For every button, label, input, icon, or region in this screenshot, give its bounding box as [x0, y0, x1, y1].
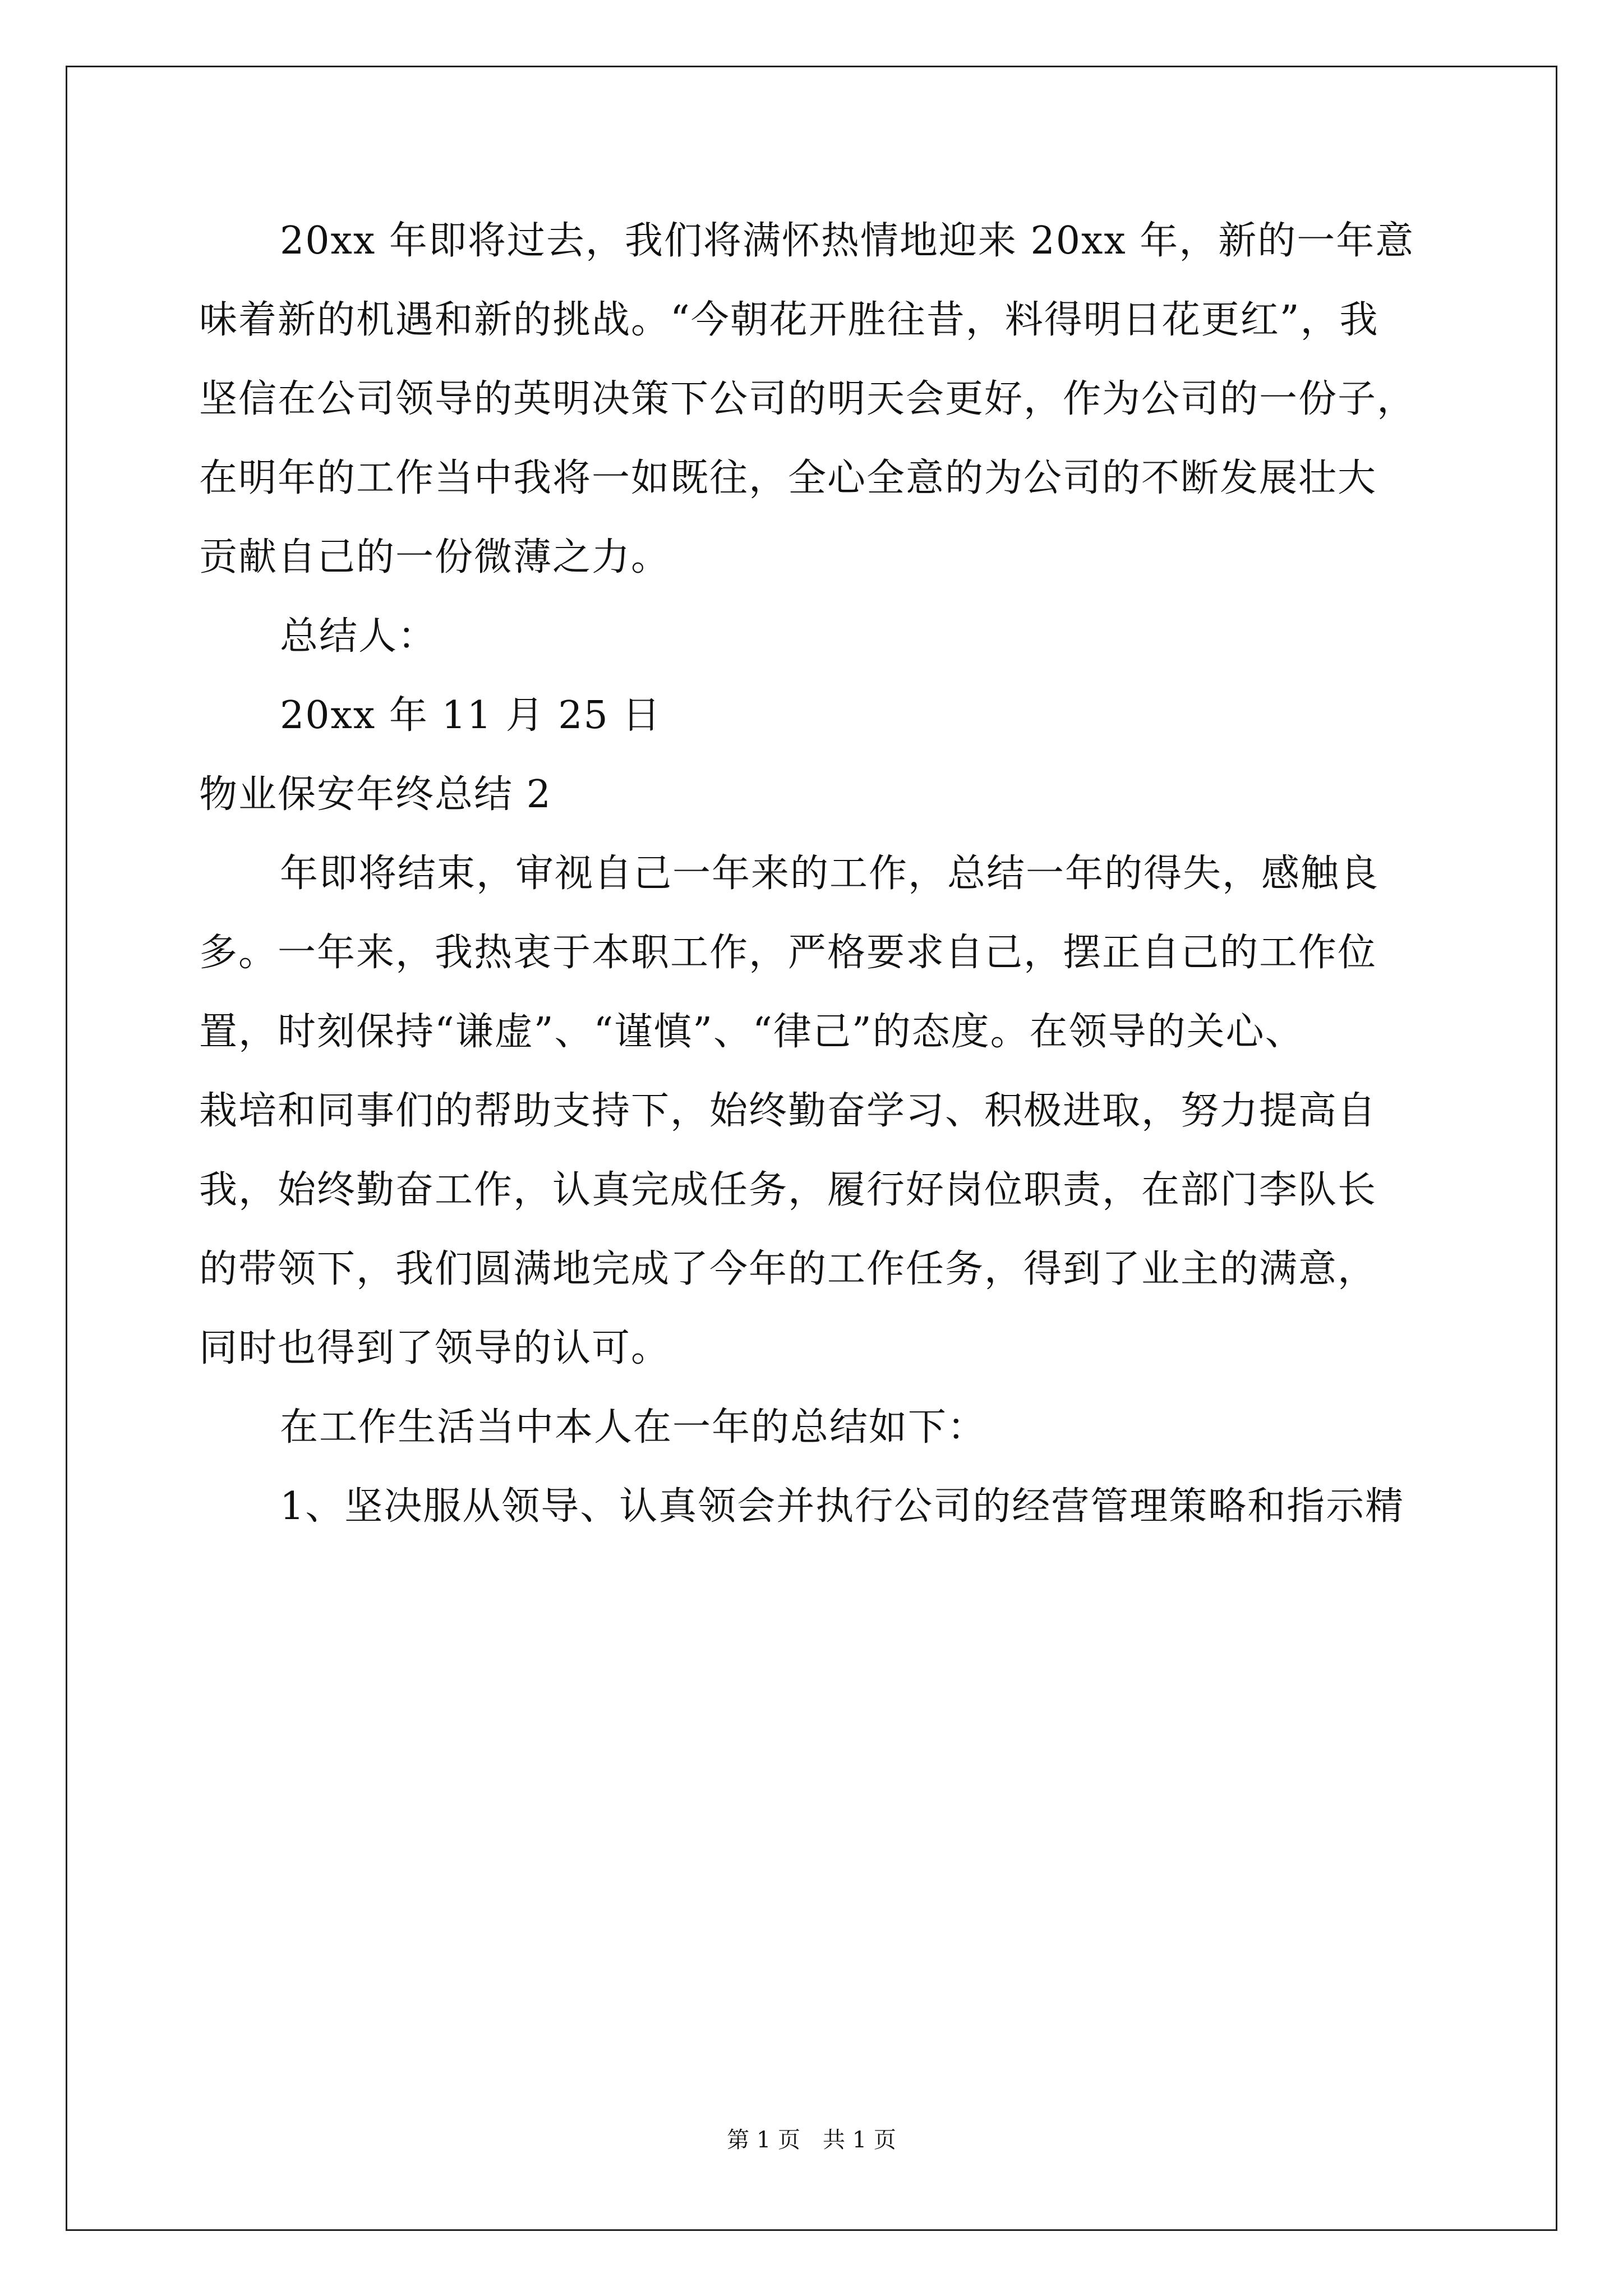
paragraph-line: 在工作生活当中本人在一年的总结如下：: [280, 1405, 987, 1450]
paragraph-line: 坚信在公司领导的英明决策下公司的明天会更好，作为公司的一份子，: [199, 377, 1417, 421]
paragraph-line: 同时也得到了领导的认可。: [199, 1326, 671, 1370]
paragraph-line: 栽培和同事们的帮助支持下，始终勤奋学习、积极进取，努力提高自: [199, 1089, 1377, 1133]
paragraph-line: 多。一年来，我热衷于本职工作，严格要求自己，摆正自己的工作位: [199, 931, 1377, 975]
paragraph-line: 贡献自己的一份微薄之力。: [199, 535, 671, 579]
paragraph-line: 在明年的工作当中我将一如既往，全心全意的为公司的不断发展壮大: [199, 456, 1377, 500]
paragraph-line: 年即将结束，审视自己一年来的工作，总结一年的得失，感触良: [280, 852, 1380, 896]
paragraph-line: 置，时刻保持“谦虚”、“谨慎”、“律己”的态度。在领导的关心、: [199, 1010, 1304, 1054]
signature-label: 总结人：: [280, 614, 437, 659]
list-item: 1、坚决服从领导、认真领会并执行公司的经营管理策略和指示精: [280, 1484, 1405, 1529]
paragraph-line: 味着新的机遇和新的挑战。“今朝花开胜往昔，料得明日花更红”，我: [199, 298, 1379, 342]
date-line: 20xx 年 11 月 25 日: [280, 693, 662, 738]
paragraph-line: 我，始终勤奋工作，认真完成任务，履行好岗位职责，在部门李队长: [199, 1168, 1377, 1212]
page-number-footer: 第 1 页 共 1 页: [727, 2127, 896, 2153]
paragraph-line: 20xx 年即将过去，我们将满怀热情地迎来 20xx 年，新的一年意: [280, 219, 1415, 263]
paragraph-line: 的带领下，我们圆满地完成了今年的工作任务，得到了业主的满意，: [199, 1247, 1377, 1291]
section-title: 物业保安年终总结 2: [199, 772, 552, 817]
